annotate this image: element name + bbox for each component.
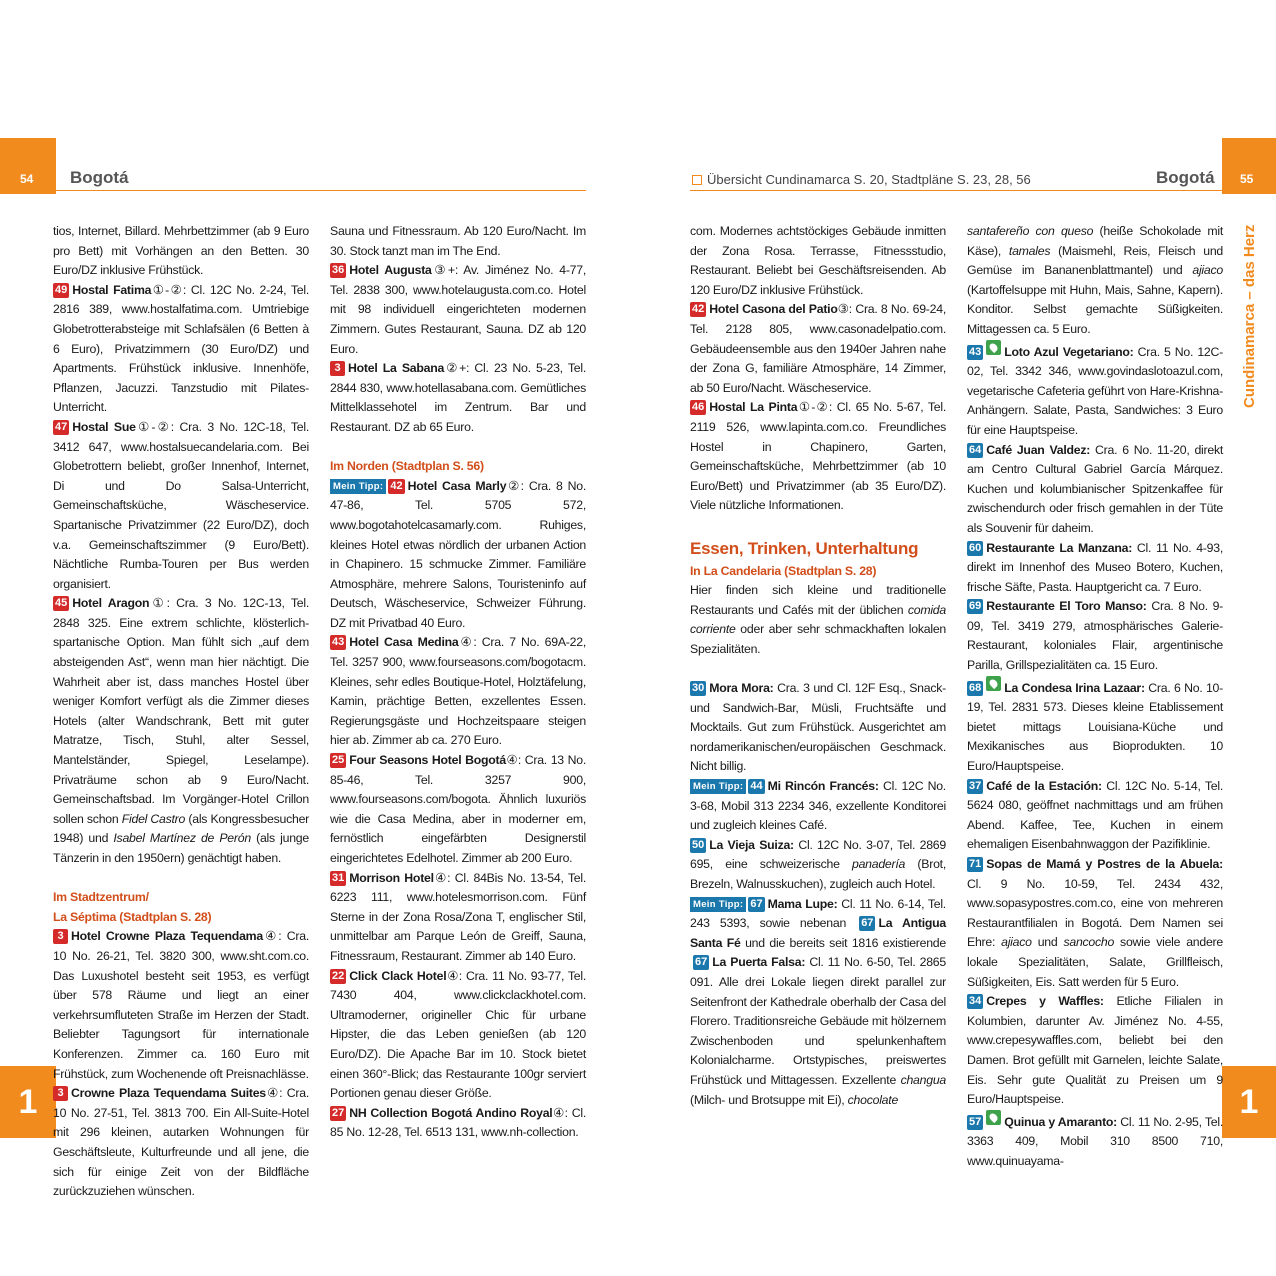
vegetarian-leaf-icon xyxy=(986,1110,1001,1125)
entry-name: Restaurante La Manzana: xyxy=(986,540,1133,555)
map-number-badge: 34 xyxy=(969,995,982,1008)
entry-paragraph xyxy=(967,855,1223,992)
entry-paragraph xyxy=(330,477,586,634)
map-number-badge: 67 xyxy=(750,897,763,910)
map-overview-reference xyxy=(692,172,1031,187)
entry-name: La Vieja Suiza: xyxy=(709,837,794,852)
entry-text: (Milch- und Brotsuppe mit Ei), xyxy=(690,1092,848,1107)
entry-name: Hotel Casa Marly xyxy=(407,478,507,493)
entry-name: Click Clack Hotel xyxy=(349,968,447,983)
map-number-badge: 47 xyxy=(55,420,68,433)
mein-tipp-badge: Mein Tipp: xyxy=(330,479,386,494)
entry-name: Sopas de Mamá y Postres de la Abuela: xyxy=(986,857,1223,871)
entry-text: changua xyxy=(900,1072,946,1087)
entry-text: und xyxy=(1031,935,1064,950)
entry-paragraph xyxy=(690,777,946,836)
entry-text: Isabel Martínez de Perón xyxy=(113,831,251,846)
entry-paragraph xyxy=(330,222,586,261)
entry-text: santafereño con queso xyxy=(967,224,1094,238)
entry-text: und die bereits seit 1816 existierende xyxy=(740,935,946,950)
entry-name: Four Seasons Hotel Bogotá xyxy=(349,753,506,768)
entry-text: ④: Cra. 10 No. 27-51, Tel. 3813 700. Ein All-Suite-Hotel mit 296 kleinen, autarken Wohnungen für Geschäftsleute, Kulturfreunde und all jene, die sich für einige Zeit von der Bildfläche zurückzuziehen wünschen. xyxy=(53,1086,309,1199)
entry-name: Café Juan Valdez: xyxy=(986,442,1091,457)
entry-paragraph xyxy=(690,300,946,398)
entry-text: (heiße Schokolade mit Käse), xyxy=(967,224,1223,258)
mein-tipp-badge: Mein Tipp: xyxy=(690,779,746,794)
entry-text: ③+: Av. Jiménez No. 4-77, Tel. 2838 300, www.hotelaugusta.com.co. Hotel mit 98 individuell eingerichteten modernen Zimmern. Gutes Restaurant, Sauna. DZ ab 120 Euro. xyxy=(330,263,587,356)
right-header-rule xyxy=(690,190,1222,191)
entry-name: Hotel La Sabana xyxy=(348,361,445,376)
map-number-badge: 36 xyxy=(332,264,345,277)
left-column-1 xyxy=(53,222,309,1202)
entry-text: ④: Cl. 84Bis No. 13-54, Tel. 6223 111, www.hotelesmorrison.com. Fünf Sterne in der Zona Rosa/Zona T, englischer Stil, unmittelbar am Parque León de Greiff, Sauna, Fitnessraum, Restaurant. Zimmer ab 140 Euro. xyxy=(330,870,586,963)
entry-paragraph xyxy=(967,777,1223,855)
right-column-1 xyxy=(690,222,946,1110)
section-subheading: In La Candelaria (Stadtplan S. 28) xyxy=(690,563,877,578)
map-number-badge: 3 xyxy=(53,1086,68,1101)
entry-text: com. Modernes achtstöckiges Gebäude inmitten der Zona Rosa. Terrasse, Fitnessstudio, Restaurant. Beliebt bei Geschäftsreisenden. Ab 120 Euro/DZ inklusive Frühstück. xyxy=(690,224,946,297)
entry-name: Quinua y Amaranto: xyxy=(1004,1114,1118,1129)
map-number-badge: 68 xyxy=(969,681,982,694)
entry-text: ②: Cra. 8 No. 47-86, Tel. 5705 572, www.bogotahotelcasamarly.com. Ruhiges, kleines Hotel etwas nördlich der urbanen Action in Chapinero. 15 schmucke Zimmer. Familiäre Atmosphäre, mehrere Salons, Touristeninfo auf Deutsch, Wäscheservice, Schweizer Führung. DZ mit Privatbad 40 Euro. xyxy=(330,478,586,630)
entry-name: Café de la Estación: xyxy=(986,778,1102,793)
entry-text: ajiaco xyxy=(1001,935,1032,950)
entry-name: Hostal La Pinta xyxy=(709,400,798,415)
entry-paragraph xyxy=(967,676,1223,777)
entry-text: ④: Cra. 10 No. 26-21, Tel. 3820 300, www.sht.com.co. Das Luxushotel besteht seit 1953, es verfügt über 578 Räume und liegt an einer verkehrsumfluteten Straße im Herzen der Stadt. Beliebter Tagungsort für internationale Konferenzen. Zimmer ca. 160 Euro mit Frühstück, zum Wochenende oft Preisnachlässe. xyxy=(53,929,309,1081)
entry-paragraph xyxy=(967,539,1223,598)
right-chapter-tab: 1 xyxy=(1222,1066,1276,1138)
map-number-badge: 71 xyxy=(969,858,982,870)
entry-text: Cl. 12C No. 3-68, Mobil 313 2234 346, exzellente Konditorei und zugleich kleines Café. xyxy=(690,779,946,833)
entry-text: Cl. 11 No. 6-50, Tel. 2865 091. Alle drei Lokale liegen direkt parallel zur Seitenfront der Kathedrale oberhalb der Casa del Florero. Traditionsreiche Gebäude mit hölzernem Zwischenboden und spelunkenhaftem Kolonialcharme. Ortstypisches, preiswertes Frühstück und Mittagessen. Exzellente xyxy=(690,955,946,1087)
entry-text: Fidel Castro xyxy=(121,811,186,826)
map-number-badge: 50 xyxy=(692,838,705,851)
entry-text: Cl. 9 No. 10-59, Tel. 2434 432, www.sopasypostres.com.co, eine von mehreren Restaurantfilialen in Bogotá. Dem Namen sei Ehre: xyxy=(967,876,1223,950)
entry-paragraph xyxy=(967,441,1223,539)
map-number-badge: 64 xyxy=(969,443,982,456)
entry-name: Hotel Crowne Plaza Tequendama xyxy=(71,929,263,944)
entry-paragraph xyxy=(967,222,1223,340)
map-number-badge: 27 xyxy=(332,1106,345,1119)
entry-text: comida corriente xyxy=(690,602,946,637)
entry-paragraph xyxy=(967,992,1223,1110)
vegetarian-leaf-icon xyxy=(986,676,1001,691)
entry-text: Cl. 11 No. 2-95, Tel. 3363 409, Mobil 310 8500 710, www.quinuayama- xyxy=(967,1114,1223,1168)
section-subheading: La Séptima (Stadtplan S. 28) xyxy=(53,909,212,924)
chapter-side-label: Cundinamarca – das Herz xyxy=(1241,224,1258,408)
map-number-badge: 22 xyxy=(332,969,345,982)
entry-text: (Kartoffelsuppe mit Huhn, Mais, Sahne, Kapern). Konditor. Selbst gemachte Süßigkeiten. Mittagessen ca. 5 Euro. xyxy=(967,282,1223,336)
entry-text: Cra. 5 No. 12C-02, Tel. 3342 346, www.govindaslotoazul.com, vegetarische Cafeteria geführt von Hare-Krishna-Anhängern. Salate, Pasta, Sandwiches: 3 Euro für eine Hauptspeise. xyxy=(967,344,1223,437)
entry-text: Cra. 6 No. 10-19, Tel. 2831 573. Dieses kleine Etablissement bietet mittags Louisiana-Küche und Mexikanisches aus Bioprodukten. 10 Euro/Hauptspeise. xyxy=(967,680,1223,774)
entry-name: NH Collection Bogotá Andino Royal xyxy=(349,1105,553,1120)
entry-paragraph xyxy=(53,222,309,281)
entry-text: Cra. 3 und Cl. 12F Esq., Snack- und Sandwich-Bar, Müsli, Fruchtsäfte und Mocktails. Gut zum Frühstück. Ausgerichtet am nordamerikanischen/europäischen Geschmack. Nicht billig. xyxy=(690,681,946,774)
section-subheading: Im Stadtzentrum/ xyxy=(53,890,149,905)
entry-text: ①-②: Cra. 3 No. 12C-18, Tel. 3412 647, www.hostalsuecandelaria.com. Bei Globetrottern beliebt, großer Innenhof, Internet, Di und Do Salsa-Unterricht, Gemeinschaftsküche, Wäscheservice. Spartanische Privatzimmer (22 Euro/DZ), doch v.a. Gemeinschaftszimmer (9 Euro/Bett). Nächtliche Rumba-Touren per Bus werden organisiert. xyxy=(53,419,309,591)
entry-paragraph xyxy=(967,340,1223,441)
map-number-badge: 60 xyxy=(969,541,982,554)
section-subheading: Im Norden (Stadtplan S. 56) xyxy=(330,459,484,474)
entry-paragraph xyxy=(53,418,309,594)
section-title: Essen, Trinken, Unterhaltung xyxy=(690,538,919,558)
entry-name: Mora Mora: xyxy=(709,681,774,696)
entry-text: (Maismehl, Reis, Fleisch und Gemüse im Bananenblattmantel) und xyxy=(967,243,1223,278)
entry-text: La Puerta Falsa: xyxy=(712,955,806,970)
entry-text: Hier finden sich kleine und traditionelle Restaurants und Cafés mit der üblichen xyxy=(690,583,946,617)
entry-name: Hostal Fatima xyxy=(72,282,152,297)
spacer xyxy=(690,516,946,536)
entry-paragraph xyxy=(53,1084,309,1202)
vegetarian-leaf-icon xyxy=(986,340,1001,355)
entry-name: Hotel Casona del Patio xyxy=(709,302,838,317)
entry-text: ④: Cra. 11 No. 93-77, Tel. 7430 404, www.clickclackhotel.com. Ultramoderner, origineller Chic für urbane Hipster, die das Leben genießen (ab 120 Euro/DZ). Die Apache Bar im 10. Stock bietet einen 360°-Blick; das Restaurante 100gr serviert Portionen genau dieser Größe. xyxy=(330,968,587,1101)
left-running-title: Bogotá xyxy=(70,168,129,187)
entry-name: Hotel Augusta xyxy=(349,263,432,278)
entry-text: ③: Cra. 8 No. 69-24, Tel. 2128 805, www.casonadelpatio.com. Gebäudeensemble aus den 1940er Jahren nahe der Zona G, familiäre Atmosphäre, 14 Zimmer, ab 50 Euro/Nacht. Wäscheservice. xyxy=(690,302,946,395)
map-number-badge: 30 xyxy=(692,682,705,695)
entry-text: Cl. 11 No. 4-93, direkt im Innenhof des Museo Botero, Kuchen, frische Säfte, Pasta. Hauptgericht ca. 7 Euro. xyxy=(967,540,1223,594)
map-number-badge: 57 xyxy=(969,1115,982,1128)
map-number-badge: 69 xyxy=(969,600,982,613)
entry-text: Cl. 11 No. 6-14, Tel. 243 5393, sowie nebenan xyxy=(690,896,946,931)
entry-paragraph xyxy=(53,281,309,418)
map-number-badge: 3 xyxy=(53,929,68,944)
entry-text: tamales xyxy=(1008,243,1051,258)
entry-name: Crepes y Waffles: xyxy=(986,994,1104,1009)
entry-text: (Brot, Brezeln, Walnusskuchen), zugleich auch Hotel. xyxy=(690,857,946,891)
map-number-badge: 67 xyxy=(695,956,708,969)
entry-text: ④: Cl. 85 No. 12-28, Tel. 6513 131, www.nh-collection. xyxy=(330,1105,586,1140)
map-number-badge: 31 xyxy=(332,871,345,884)
entry-paragraph xyxy=(330,359,586,437)
entry-text: ①-②: Cl. 12C No. 2-24, Tel. 2816 389, www.hostalfatima.com. Umtriebige Globetrotterabsteige mit Schlafsälen (6 Betten à 6 Euro), Privatzimmern (30 Euro/DZ) und Apartments. Frühstück inklusive. Innenhöfe, Pflanzen, Jacuzzi. Tanzstudio mit Pilates-Unterricht. xyxy=(53,282,309,415)
entry-name: Hostal Sue xyxy=(72,419,136,434)
entry-paragraph xyxy=(330,967,586,1104)
entry-name: Loto Azul Vegetariano: xyxy=(1004,344,1134,359)
entry-name: Hotel Casa Medina xyxy=(349,635,459,650)
entry-text: ①-②: Cl. 65 No. 5-67, Tel. 2119 526, www.lapinta.com.co. Freundliches Hostel in Chapinero, Garten, Gemeinschaftsküche, Mehrbettzimmer (ab 10 Euro/Bett) und Privatzimmer (ab 35 Euro/DZ). Viele nützliche Informationen. xyxy=(690,400,946,513)
entry-text: (als Kongressbesucher 1948) und xyxy=(53,811,310,846)
entry-paragraph xyxy=(690,895,946,1111)
entry-text: Cl. 12C No. 5-14, Tel. 5624 080, geöffnet nachmittags und am frühen Abend. Kaffee, Tee, Kuchen in einem ehemaligen Eisenbahnwaggon der Pazifiklinie. xyxy=(967,778,1224,852)
left-page-number: 54 xyxy=(20,172,34,186)
map-number-badge: 43 xyxy=(969,345,982,358)
left-header-rule xyxy=(56,190,586,191)
map-number-badge: 42 xyxy=(390,479,403,492)
map-number-badge: 44 xyxy=(750,780,763,793)
entry-text: ②+: Cl. 23 No. 5-23, Tel. 2844 830, www.hotellasabana.com. Gemütliches Mittelklassehotel im Zentrum. Bar und Restaurant. DZ ab 65 Euro. xyxy=(330,361,586,434)
entry-paragraph xyxy=(330,751,586,869)
left-chapter-tab: 1 xyxy=(0,1066,56,1138)
map-number-badge: 43 xyxy=(332,636,345,649)
entry-paragraph xyxy=(967,1110,1223,1172)
entry-paragraph xyxy=(330,261,586,359)
mein-tipp-badge: Mein Tipp: xyxy=(690,897,746,912)
entry-paragraph xyxy=(330,1104,586,1143)
entry-text: ④: Cra. 13 No. 85-46, Tel. 3257 900, www.fourseasons.com/bogota. Ähnlich luxuriös wie die Casa Medina, aber in moderner em, fernöstlich eingefärbten Designerstil eingerichtetes Edelhotel. Zimmer ab 200 Euro. xyxy=(330,753,586,865)
entry-text: panadería xyxy=(851,857,906,872)
entry-text: sowie viele andere lokale Spezialitäten, Salate, Grillfleisch, Süßigkeiten, Eis. Satt werden für 5 Euro. xyxy=(967,935,1223,989)
entry-paragraph xyxy=(690,836,946,895)
entry-name: Mama Lupe: xyxy=(767,896,838,911)
entry-text: ajiaco xyxy=(1192,263,1223,278)
entry-paragraph xyxy=(690,222,946,300)
entry-text: Cl. 12C No. 3-07, Tel. 2869 695, eine schweizerische xyxy=(690,837,946,872)
map-number-badge: 42 xyxy=(692,303,705,316)
entry-text: La Antigua Santa Fé xyxy=(690,916,946,950)
entry-name: La Condesa Irina Lazaar: xyxy=(1004,680,1145,695)
checkbox-square-icon xyxy=(692,175,702,185)
entry-paragraph xyxy=(690,581,946,659)
right-running-title: Bogotá xyxy=(1156,168,1215,187)
map-number-badge: 46 xyxy=(692,401,705,414)
entry-name: Restaurante El Toro Manso: xyxy=(986,599,1147,614)
spacer xyxy=(330,438,586,458)
entry-text: sancocho xyxy=(1063,935,1115,950)
entry-paragraph xyxy=(330,869,586,967)
entry-text: ④: Cra. 7 No. 69A-22, Tel. 3257 900, www.fourseasons.com/bogotacm. Kleines, sehr edles Boutique-Hotel, Holztäfelung, Kamin, prächtige Betten, exzellentes Essen. Regierungsgäste und Hochzeitspaare steigen hier ab. Zimmer ab ca. 270 Euro. xyxy=(330,635,586,748)
entry-paragraph xyxy=(967,597,1223,675)
map-number-badge: 37 xyxy=(969,779,982,792)
entry-name: Hotel Aragon xyxy=(72,596,150,611)
spacer xyxy=(690,659,946,679)
entry-text: (als junge Tänzerin in den 1950ern) genächtigt haben. xyxy=(53,831,309,865)
map-number-badge: 49 xyxy=(55,283,68,296)
right-page-number: 55 xyxy=(1240,172,1254,186)
entry-name: Crowne Plaza Tequendama Suites xyxy=(71,1086,266,1101)
spacer xyxy=(53,869,309,889)
overview-text: Übersicht Cundinamarca S. 20, Stadtpläne S. 23, 28, 56 xyxy=(707,172,1031,187)
entry-text: Cra. 8 No. 9-09, Tel. 3419 279, atmosphärisches Galerie-Restaurant, koloniales Flair, argentinische Parilla, Grillspezialitäten ca. 15 Euro. xyxy=(967,599,1224,673)
entry-text: ①: Cra. 3 No. 12C-13, Tel. 2848 325. Eine extrem schlichte, klösterlich-spartanische Option. Man fühlt sich „auf dem absteigenden Ast“, wenn man hier nächtigt. Die Wahrheit aber ist, dass manches Hostel über weniger Komfort verfügt als die Zimmer dieses Hotels (alter Wandschrank, Bett mit guter Matratze, Tisch, Stuhl, alter Sessel, Mantelständer, Spiegel, Leselampe). Privaträume schon ab 9 Euro/Nacht. Gemeinschaftsbad. Im Vorgänger-Hotel Crillon sollen schon xyxy=(53,596,310,826)
entry-text: oder aber sehr schmackhaften lokalen Spezialitäten. xyxy=(690,622,946,656)
entry-text: Cra. 6 No. 11-20, direkt am Centro Cultural Gabriel García Márquez. Kuchen und kolumbianischer Spitzenkaffee für zwischendurch oder frisch gemahlen in der Tüte als Souvenir für daheim. xyxy=(967,442,1224,535)
map-number-badge: 3 xyxy=(330,361,345,376)
entry-text: chocolate xyxy=(847,1092,899,1107)
entry-text: tios, Internet, Billard. Mehrbettzimmer (ab 9 Euro pro Bett) mit Vorhängen an den Betten. 30 Euro/DZ inklusive Frühstück. xyxy=(53,224,309,278)
entry-name: Mi Rincón Francés: xyxy=(767,779,879,794)
right-column-2 xyxy=(967,222,1223,1172)
left-column-2 xyxy=(330,222,586,1143)
entry-paragraph xyxy=(690,398,946,516)
entry-name: Morrison Hotel xyxy=(349,870,434,885)
entry-paragraph xyxy=(53,594,309,868)
entry-paragraph xyxy=(330,633,586,751)
map-number-badge: 45 xyxy=(55,597,68,610)
entry-paragraph xyxy=(53,927,309,1084)
entry-text: Sauna und Fitnessraum. Ab 120 Euro/Nacht. Im 30. Stock tanzt man im The End. xyxy=(330,224,586,258)
map-number-badge: 67 xyxy=(861,917,874,930)
entry-paragraph xyxy=(690,679,946,777)
map-number-badge: 25 xyxy=(332,754,345,767)
entry-text: Etliche Filialen in Kolumbien, darunter Av. Jiménez No. 4-55, www.crepesywaffles.com, beliebt bei den Damen. Brot gefüllt mit Garnelen, leichte Salate, Eis. Sehr gute Qualität zu Preisen um 9 Euro/Hauptspeise. xyxy=(967,994,1223,1107)
